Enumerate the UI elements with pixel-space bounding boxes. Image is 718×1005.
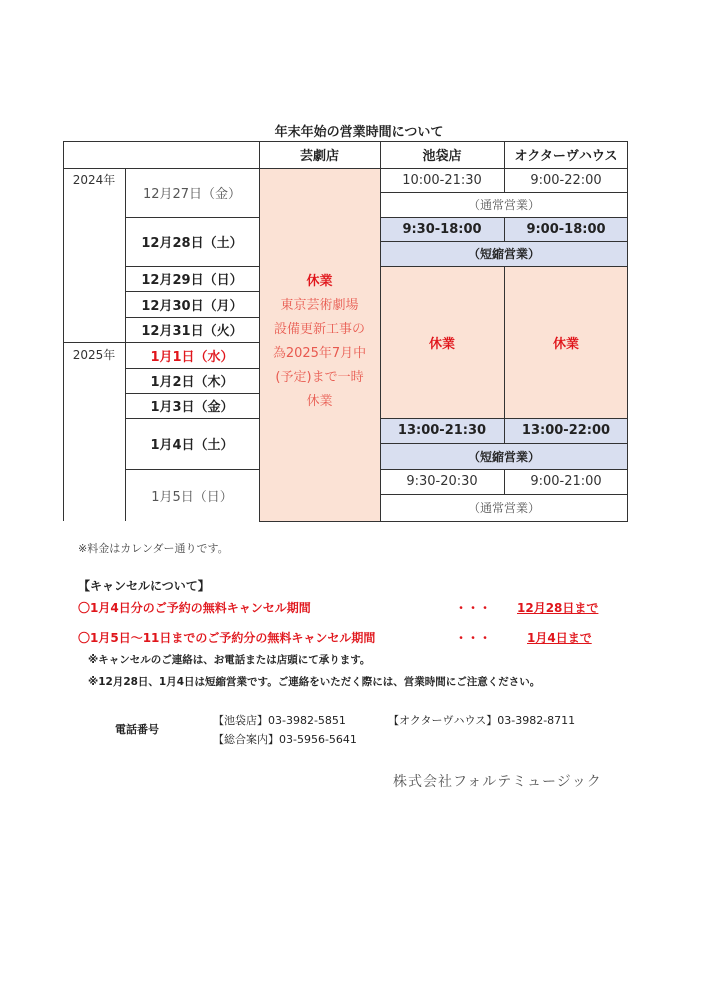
notice-line: 東京芸術劇場 — [280, 298, 359, 313]
ikebukuro-closed: 休業 — [428, 336, 455, 352]
notice-line: 休業 — [306, 394, 333, 409]
year-2025: 2025年 — [72, 347, 116, 362]
cancel-item-1-deadline: 12月28日まで — [517, 601, 599, 615]
company-name: 株式会社フォルテミュージック — [393, 774, 602, 790]
dec27-octave-hours: 9:00-22:00 — [530, 172, 602, 188]
header-geigeki: 芸劇店 — [299, 149, 339, 164]
grid-line — [125, 418, 259, 419]
grid-line — [380, 192, 628, 193]
grid-line — [63, 141, 64, 521]
cancel-item-1-dots: ・・・ — [455, 601, 492, 615]
geigeki-notice — [259, 266, 380, 418]
cancel-contact-note: ※キャンセルのご連絡は、お電話または店頭にて承ります。 — [88, 654, 371, 666]
grid-line — [380, 494, 628, 495]
date-jan3: 1月3日 （金） — [150, 400, 234, 415]
grid-line — [125, 368, 259, 369]
short-hours-note: ※12月28日、1月4日は短縮営業です。ご連絡をいただく際には、営業時間にご注意ください。 — [88, 676, 541, 688]
phone-octave: 【オクターヴハウス】03-3982-8711 — [388, 714, 576, 727]
date-dec29: 12月29日 （日） — [141, 273, 243, 288]
grid-line — [504, 217, 505, 241]
page-title: 年末年始の営業時間について — [274, 125, 444, 140]
grid-line — [125, 393, 259, 394]
date-dec30: 12月30日 （月） — [141, 298, 243, 314]
phone-label: 電話番号 — [115, 723, 159, 736]
jan5-octave-hours: 9:00-21:00 — [530, 474, 602, 489]
jan5-ikebukuro-hours: 9:30-20:30 — [406, 474, 478, 489]
cancel-heading: 【キャンセルについて】 — [78, 579, 210, 593]
phone-general: 【総合案内】03-5956-5641 — [213, 733, 357, 746]
dec28-status: （短縮営業） — [467, 247, 540, 261]
grid-line — [380, 141, 381, 521]
grid-line — [63, 342, 259, 343]
notice-line: (予定)まで一時 — [275, 370, 364, 385]
grid-line — [259, 141, 260, 521]
dec28-octave-hours: 9:00-18:00 — [526, 221, 606, 237]
header-ikebukuro: 池袋店 — [422, 149, 462, 164]
grid-line — [125, 168, 126, 521]
grid-line — [504, 141, 505, 192]
jan4-status: （短縮営業） — [467, 449, 540, 464]
cancel-item-1-text: 〇1月4日分のご予約の無料キャンセル期間 — [78, 601, 311, 615]
jan5-status: （通常営業） — [467, 501, 540, 515]
notice-line: 設備更新工事の — [273, 322, 365, 337]
cancel-item-2-text: 〇1月5日～11日までのご予約分の無料キャンセル期間 — [78, 631, 376, 645]
dec27-status: （通常営業） — [467, 198, 540, 212]
date-jan5: 1月5日 （日） — [151, 489, 233, 505]
cancel-item-2-dots: ・・・ — [455, 631, 492, 645]
grid-line — [63, 168, 628, 169]
jan4-octave-hours: 13:00-22:00 — [521, 423, 611, 438]
grid-line — [63, 141, 628, 142]
grid-line — [125, 217, 259, 218]
grid-line — [504, 266, 505, 443]
grid-line — [125, 266, 259, 267]
grid-line — [380, 241, 628, 242]
grid-line — [627, 141, 628, 522]
jan4-ikebukuro-hours: 13:00-21:30 — [397, 423, 487, 438]
schedule-table — [63, 141, 628, 521]
grid-line — [125, 469, 259, 470]
dec28-ikebukuro-hours: 9:30-18:00 — [402, 221, 482, 237]
date-dec28: 12月28日 （土） — [141, 236, 243, 251]
date-jan1: 1月1日 （水） — [150, 349, 234, 365]
date-jan2: 1月2日 （木） — [150, 375, 234, 390]
dec27-ikebukuro-hours: 10:00-21:30 — [402, 172, 482, 188]
grid-line — [504, 469, 505, 494]
grid-line — [380, 443, 628, 444]
cancel-item-2-deadline: 1月4日まで — [527, 631, 592, 645]
fee-note: ※料金はカレンダー通りです。 — [78, 542, 229, 555]
grid-line — [259, 521, 628, 522]
grid-line — [125, 317, 259, 318]
octave-closed: 休業 — [552, 336, 579, 352]
phone-ikebukuro: 【池袋店】03-3982-5851 — [213, 714, 346, 727]
year-2024: 2024年 — [72, 172, 116, 187]
date-jan4: 1月4日 （土） — [150, 438, 234, 453]
date-dec27: 12月27日 （金） — [142, 187, 242, 202]
notice-line: 為2025年7月中 — [272, 346, 367, 361]
header-octave: オクターヴハウス — [514, 149, 618, 164]
date-dec31: 12月31日 （火） — [141, 324, 243, 339]
geigeki-closed-label: 休業 — [306, 274, 333, 289]
grid-line — [125, 291, 259, 292]
